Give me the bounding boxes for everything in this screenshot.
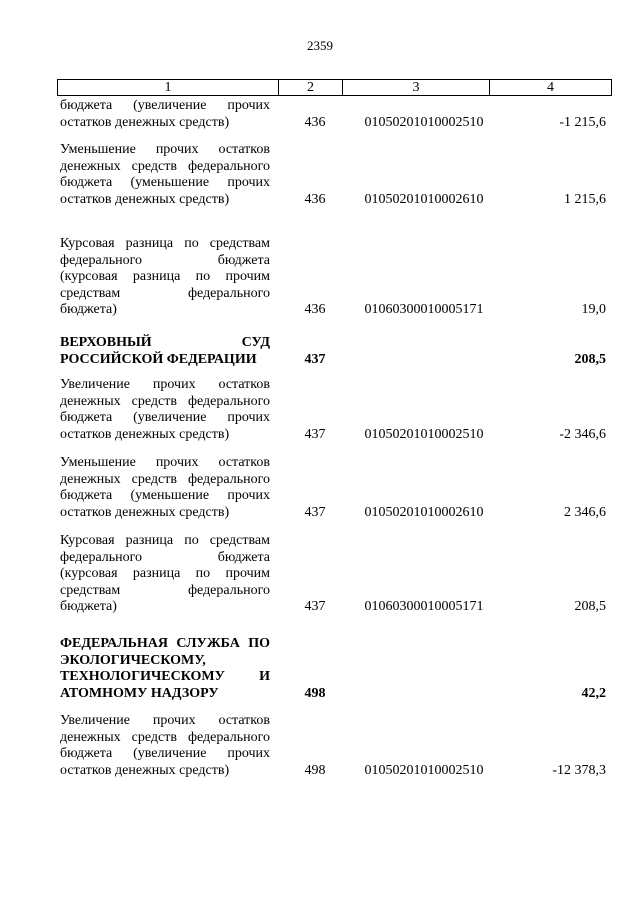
description-line: бюджета (увеличение прочих xyxy=(60,98,270,113)
description-line: Увеличение прочих остатков xyxy=(60,713,270,728)
description-line: бюджета (увеличение прочих xyxy=(60,410,270,425)
row-description xyxy=(60,335,270,368)
row-admin-code: 498 xyxy=(304,685,326,701)
description-line: РОССИЙСКОЙ ФЕДЕРАЦИИ xyxy=(60,351,257,367)
row-admin-code: 437 xyxy=(304,599,326,614)
row-budget-code: 01050201010002510 xyxy=(364,762,484,778)
row-amount: 1 215,6 xyxy=(564,191,606,207)
description-line: ФЕДЕРАЛЬНАЯ СЛУЖБА ПО xyxy=(60,636,270,651)
description-line: бюджета) xyxy=(60,302,117,317)
description-line: остатков денежных средств) xyxy=(60,504,230,520)
description-line: бюджета (уменьшение прочих xyxy=(60,488,270,503)
row-description xyxy=(60,713,270,779)
row-admin-code: 498 xyxy=(304,762,326,778)
description-line: Курсовая разница по средствам xyxy=(60,236,270,251)
row-amount: 42,2 xyxy=(581,685,606,701)
column-header-1: 1 xyxy=(58,80,279,95)
page-number: 2359 xyxy=(307,38,333,53)
row-description xyxy=(60,636,270,702)
description-line: ЭКОЛОГИЧЕСКОМУ, xyxy=(60,652,206,668)
row-admin-code: 436 xyxy=(304,302,326,317)
table-header xyxy=(57,79,612,96)
column-header-3: 3 xyxy=(343,80,490,95)
row-amount: -12 378,3 xyxy=(552,762,606,778)
description-line: ВЕРХОВНЫЙ СУД xyxy=(60,335,270,350)
description-line: (курсовая разница по прочим xyxy=(60,566,270,581)
description-line: бюджета (уменьшение прочих xyxy=(60,175,270,190)
row-budget-code: 01050201010002510 xyxy=(364,426,484,442)
description-line: остатков денежных средств) xyxy=(60,114,230,130)
row-budget-code: 01050201010002610 xyxy=(364,504,484,520)
description-line: Увеличение прочих остатков xyxy=(60,377,270,392)
description-line: денежных средств федерального xyxy=(60,158,270,174)
column-header-4: 4 xyxy=(547,80,554,95)
column-header-2: 2 xyxy=(279,80,343,95)
row-amount: 208,5 xyxy=(574,599,606,614)
row-admin-code: 437 xyxy=(304,426,326,442)
description-line: остатков денежных средств) xyxy=(60,762,230,778)
row-admin-code: 437 xyxy=(304,504,326,520)
row-description xyxy=(60,377,270,443)
description-line: Уменьшение прочих остатков xyxy=(60,455,270,470)
row-budget-code: 01050201010002610 xyxy=(364,191,484,207)
description-line: Уменьшение прочих остатков xyxy=(60,142,270,157)
description-line: АТОМНОМУ НАДЗОРУ xyxy=(60,685,219,701)
row-amount: -2 346,6 xyxy=(559,426,606,442)
description-line: (курсовая разница по прочим xyxy=(60,269,270,284)
row-amount: -1 215,6 xyxy=(559,114,606,130)
row-admin-code: 436 xyxy=(304,114,326,130)
description-line: денежных средств федерального xyxy=(60,729,270,745)
row-budget-code: 01060300010005171 xyxy=(364,599,484,614)
row-description xyxy=(60,533,270,616)
row-budget-code: 01060300010005171 xyxy=(364,302,484,317)
description-line: денежных средств федерального xyxy=(60,393,270,409)
row-admin-code: 437 xyxy=(304,351,326,367)
description-line: федерального бюджета xyxy=(60,549,270,565)
row-amount: 19,0 xyxy=(581,302,606,317)
row-budget-code: 01050201010002510 xyxy=(364,114,484,130)
description-line: средствам федерального xyxy=(60,582,270,598)
description-line: Курсовая разница по средствам xyxy=(60,533,270,548)
description-line: остатков денежных средств) xyxy=(60,426,230,442)
description-line: федерального бюджета xyxy=(60,252,270,268)
row-description xyxy=(60,98,270,131)
row-description xyxy=(60,236,270,319)
description-line: остатков денежных средств) xyxy=(60,191,230,207)
row-amount: 2 346,6 xyxy=(564,504,606,520)
row-description xyxy=(60,142,270,208)
description-line: бюджета) xyxy=(60,599,117,614)
row-amount: 208,5 xyxy=(574,351,606,367)
row-description xyxy=(60,455,270,521)
description-line: денежных средств федерального xyxy=(60,471,270,487)
description-line: ТЕХНОЛОГИЧЕСКОМУ И xyxy=(60,669,270,684)
description-line: бюджета (увеличение прочих xyxy=(60,746,270,761)
row-admin-code: 436 xyxy=(304,191,326,207)
description-line: средствам федерального xyxy=(60,285,270,301)
